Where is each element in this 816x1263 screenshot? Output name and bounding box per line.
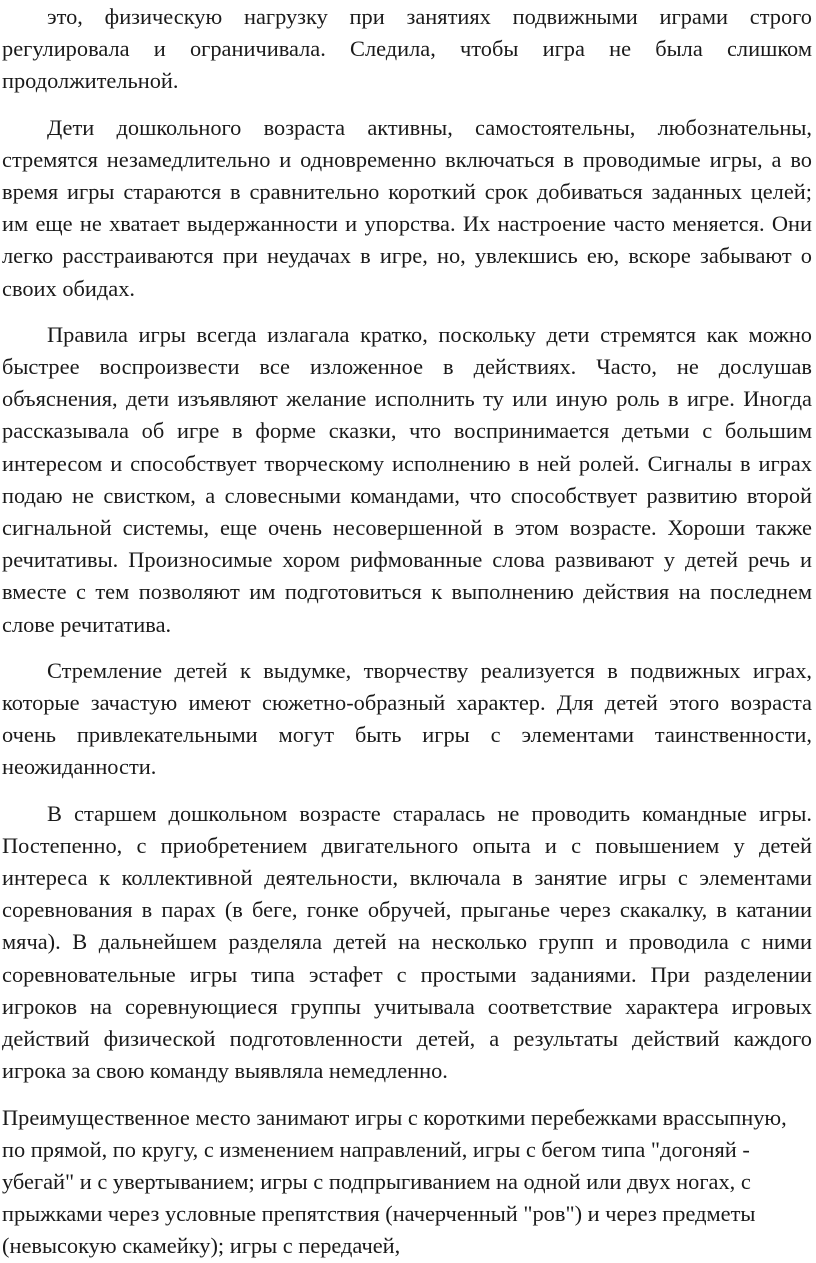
paragraph-senior-preschool: В старшем дошкольном возрасте старалась не проводить командные игры. Постепенно, с приобретением двигательного опыта и с повышением у детей интереса к коллективной деятельности, включала в занятие игры с элементами соревнования в парах (в беге, гонке обручей, прыганье через скакалку, в катании мяча). В дальнейшем разделяла детей на несколько групп и проводила с ними соревновательные игры типа эстафет с простыми заданиями. При разделении игроков на соревнующиеся группы учитывала соответствие характера игровых действий физической подготовленности детей, а результаты действий каждого игрока за свою команду выявляла немедленно. — [2, 800, 812, 1084]
paragraph-creativity: Стремление детей к выдумке, творчеству реализуется в подвижных играх, которые зачастую имеют сюжетно-образный характер. Для детей этого возраста очень привлекательными могут быть игры с элементами таинственности, неожиданности. — [2, 657, 812, 780]
paragraph-continuation: это, физическую нагрузку при занятиях подвижными играми строго регулировала и ограничивала. Следила, чтобы игра не была слишком продолжительной. — [2, 4, 812, 94]
paragraph-children-traits: Дети дошкольного возраста активны, самостоятельны, любознательны, стремятся незамедлительно и одновременно включаться в проводимые игры, а во время игры стараются в сравнительно короткий срок добиваться заданных целей; им еще не хватает выдержанности и упорства. Их настроение часто меняется. Они легко расстраиваются при неудачах в игре, но, увлекшись ею, вскоре забывают о своих обидах. — [2, 114, 812, 301]
paragraph-preferred-games: Преимущественное место занимают игры с короткими перебежками врассыпную, по прямой, по кругу, с изменением направлений, игры с бегом типа "догоняй - убегай" и с увертыванием; игры с подпрыгиванием на одной или двух ногах, с прыжками через условные препятствия (начерченный "ров") и через предметы (невысокую скамейку); игры с передачей, — [2, 1104, 787, 1259]
paragraph-game-rules: Правила игры всегда излагала кратко, поскольку дети стремятся как можно быстрее воспроизвести все изложенное в действиях. Часто, не дослушав объяснения, дети изъявляют желание исполнить ту или иную роль в игре. Иногда рассказывала об игре в форме сказки, что воспринимается детьми с большим интересом и способствует творческому исполнению в ней ролей. Сигналы в играх подаю не свистком, а словесными командами, что способствует развитию второй сигнальной системы, еще очень несовершенной в этом возрасте. Хороши также речитативы. Произносимые хором рифмованные слова развивают у детей речь и вместе с тем позволяют им подготовиться к выполнению действия на последнем слове речитатива. — [2, 321, 812, 637]
